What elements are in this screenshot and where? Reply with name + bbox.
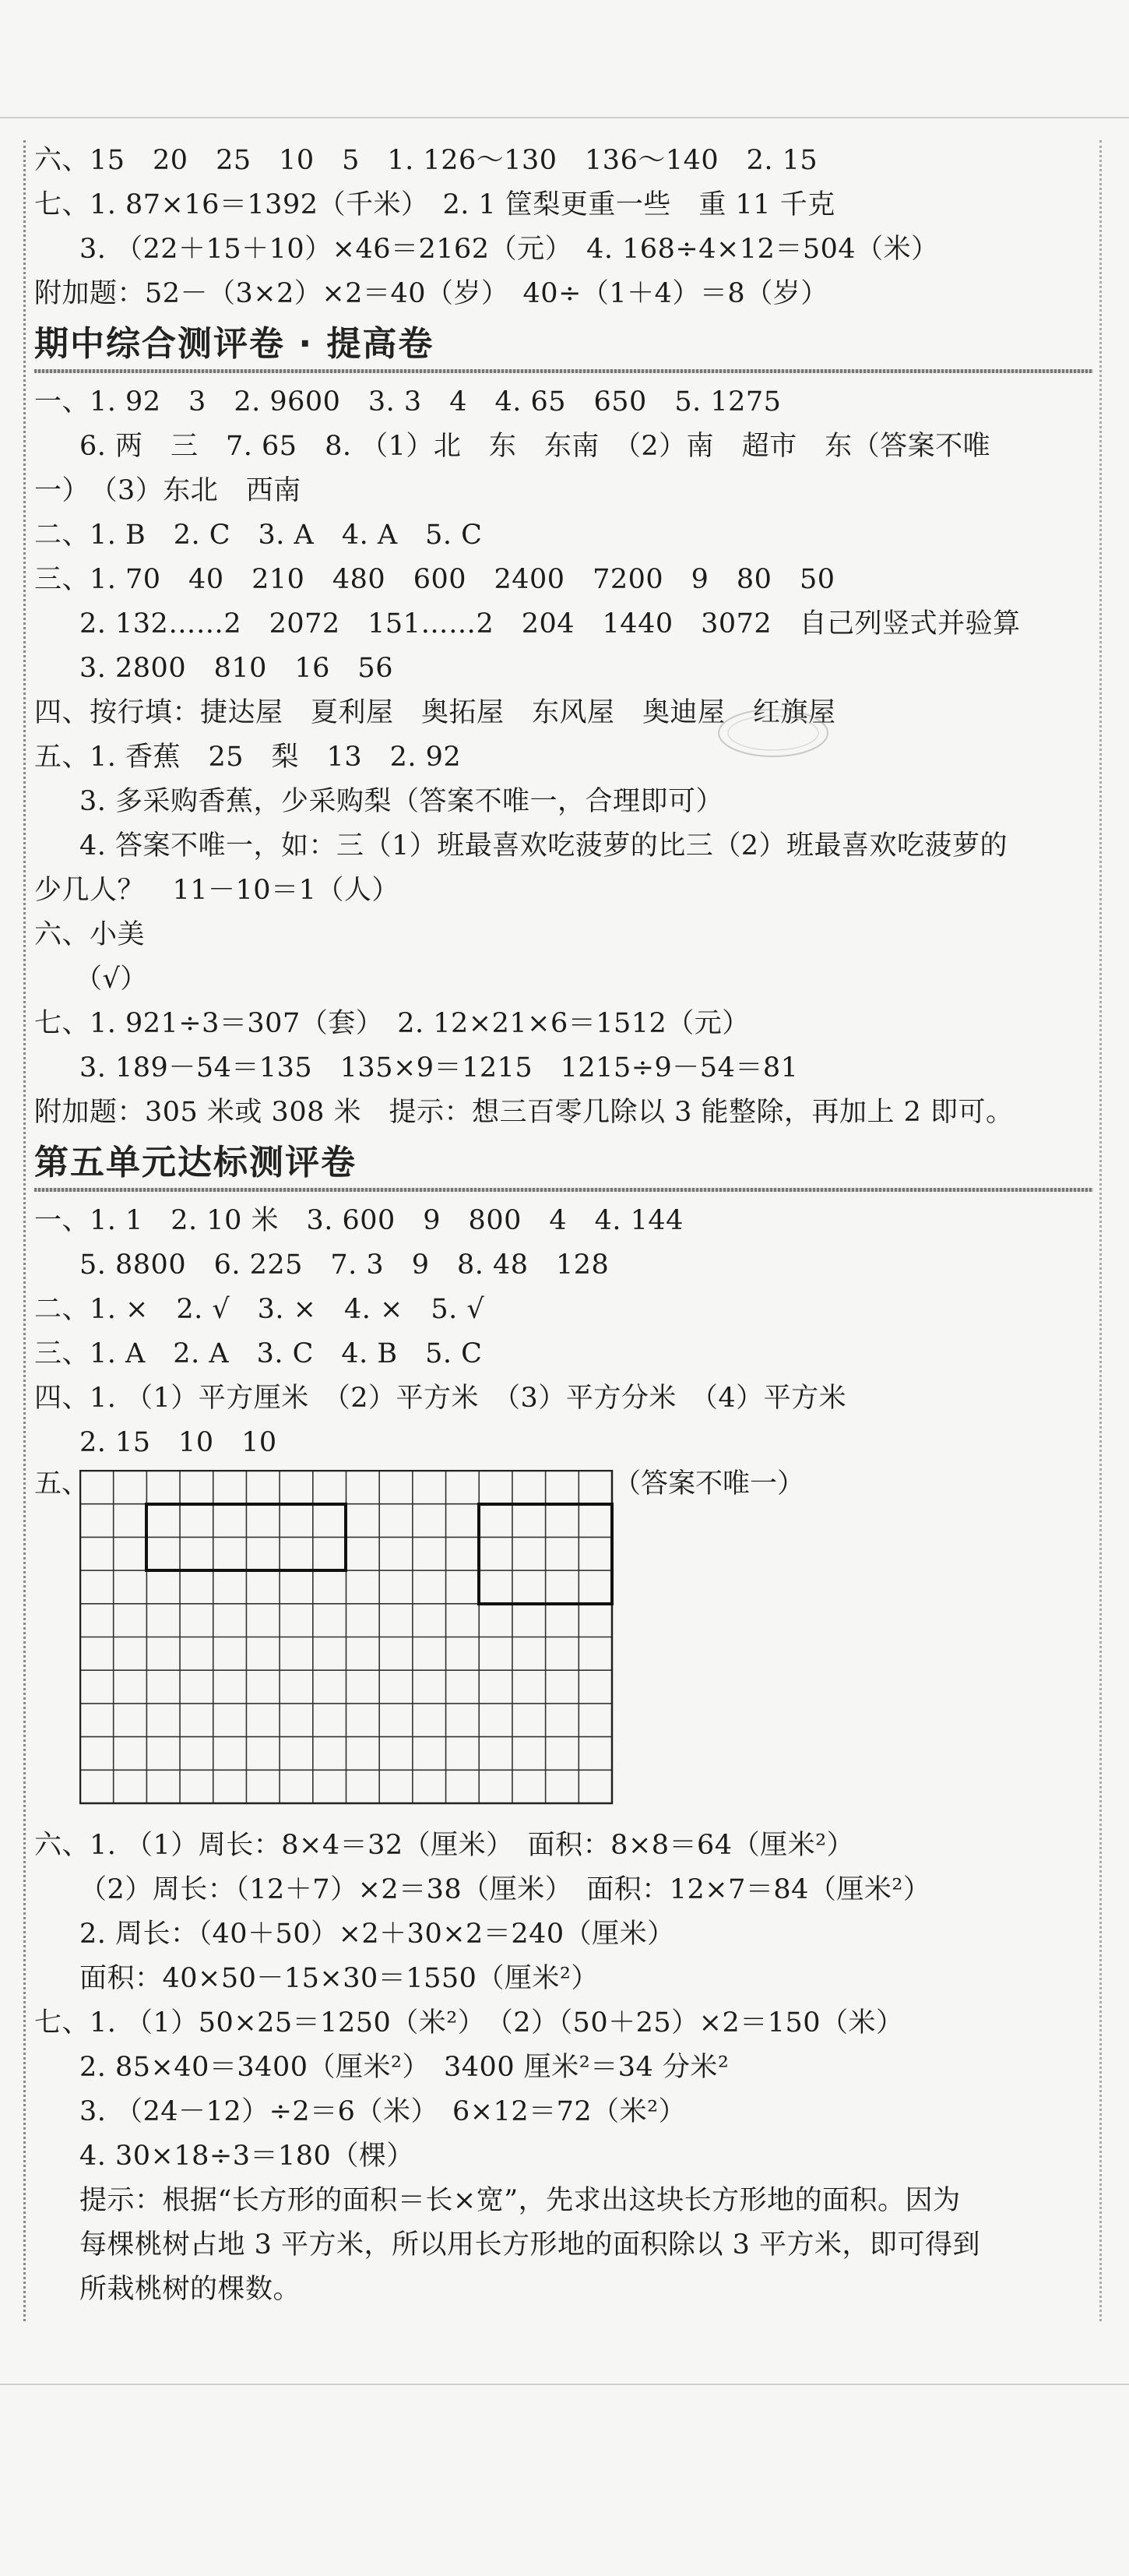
answer-line: 2. 132……2 2072 151……2 204 1440 3072 自己列竖式并验算 (79, 608, 1021, 640)
answer-line: 六、15 20 25 10 5 1. 126～130 136～140 2. 15 (34, 145, 818, 176)
answer-line: 四、按行填：捷达屋 夏利屋 奥拓屋 东风屋 奥迪屋 红旗屋 (34, 697, 836, 728)
answer-line: 5. 8800 6. 225 7. 3 9 8. 48 128 (79, 1249, 610, 1281)
answer-line: 四、1. （1）平方厘米 （2）平方米 （3）平方分米 （4）平方米 (34, 1383, 847, 1414)
answer-line: 6. 两 三 7. 65 8. （1）北 东 东南 （2）南 超市 东（答案不唯 (79, 431, 991, 462)
answer-line: 3. 多采购香蕉，少采购梨（答案不唯一，合理即可） (79, 786, 724, 817)
answer-line: 一、1. 92 3 2. 9600 3. 3 4 4. 65 650 5. 1275 (34, 386, 782, 418)
answer-line: 五、1. 香蕉 25 梨 13 2. 92 (34, 742, 462, 773)
answer-line: 二、1. B 2. C 3. A 4. A 5. C (34, 520, 483, 551)
answer-line: 4. 30×18÷3＝180（棵） (79, 2141, 414, 2172)
answer-line: 三、1. 70 40 210 480 600 2400 7200 9 80 50 (34, 564, 835, 595)
answer-line: 六、小美 (34, 919, 146, 950)
grid-label: 五、 (34, 1468, 90, 1499)
answer-line: 3. 2800 810 16 56 (79, 653, 393, 684)
faint-watermark-stamp (715, 706, 832, 760)
top-divider (0, 117, 1129, 118)
answer-line: 附加题：52－（3×2）×2＝40（岁） 40÷（1＋4）＝8（岁） (34, 278, 828, 309)
answer-content (34, 139, 1093, 2312)
answer-line: 2. 85×40＝3400（厘米²） 3400 厘米²＝34 分米² (79, 2052, 730, 2083)
answer-line: 七、1. （1）50×25＝1250（米²） （2）（50＋25）×2＝150（米） (34, 2007, 904, 2039)
answer-line: 一） （3）东北 西南 (34, 475, 301, 506)
answer-line: 4. 答案不唯一，如：三（1）班最喜欢吃菠萝的比三（2）班最喜欢吃菠萝的 (79, 830, 1008, 862)
answer-line: 一、1. 1 2. 10 米 3. 600 9 800 4 4. 144 (34, 1205, 684, 1236)
answer-line: 所栽桃树的棵数。 (79, 2274, 301, 2305)
section-header (34, 318, 1093, 380)
answer-line: 2. 周长：（40＋50）×2＋30×2＝240（厘米） (79, 1919, 675, 1950)
right-binding-line (1099, 140, 1102, 2321)
answer-line: 二、1. × 2. √ 3. × 4. × 5. √ (34, 1294, 485, 1325)
section-underline (34, 369, 1093, 373)
answer-line: （2）周长：（12＋7）×2＝38（厘米） 面积：12×7＝84（厘米²） (79, 1874, 931, 1905)
answer-line: 面积：40×50－15×30＝1550（厘米²） (79, 1963, 599, 1994)
answer-line: 3. 189－54＝135 135×9＝1215 1215÷9－54＝81 (79, 1052, 799, 1084)
answer-line: （√） (75, 964, 148, 995)
answer-line: 提示：根据“长方形的面积＝长×宽”，先求出这块长方形地的面积。因为 (79, 2185, 961, 2216)
section-underline (34, 1188, 1093, 1192)
square-grid-figure (79, 1470, 617, 1813)
answer-line: 3. （22＋15＋10）×46＝2162（元） 4. 168÷4×12＝504（米） (79, 234, 939, 265)
grid-note: （答案不唯一） (614, 1468, 805, 1499)
answer-line: 七、1. 921÷3＝307（套） 2. 12×21×6＝1512（元） (34, 1008, 750, 1039)
left-binding-line (23, 140, 26, 2321)
section-title: 期中综合测评卷 · 提高卷 (34, 324, 434, 364)
section-title: 第五单元达标测评卷 (34, 1143, 357, 1182)
answer-line: 附加题：305 米或 308 米 提示：想三百零几除以 3 能整除，再加上 2 即可。 (34, 1097, 1014, 1128)
answer-line: 七、1. 87×16＝1392（千米） 2. 1 筐梨更重一些 重 11 千克 (34, 189, 835, 220)
answer-line: 三、1. A 2. A 3. C 4. B 5. C (34, 1338, 483, 1369)
answer-line: 六、1. （1）周长：8×4＝32（厘米） 面积：8×8＝64（厘米²） (34, 1830, 855, 1861)
answer-line: 3. （24－12）÷2＝6（米） 6×12＝72（米²） (79, 2096, 687, 2127)
grid-answer (34, 1465, 1093, 1824)
answer-line: 2. 15 10 10 (79, 1427, 277, 1458)
answer-line: 每棵桃树占地 3 平方米，所以用长方形地的面积除以 3 平方米，即可得到 (79, 2229, 981, 2261)
answer-line: 少几人？ 11－10＝1（人） (34, 875, 399, 906)
bottom-divider (0, 2384, 1129, 2385)
section-header (34, 1136, 1093, 1199)
